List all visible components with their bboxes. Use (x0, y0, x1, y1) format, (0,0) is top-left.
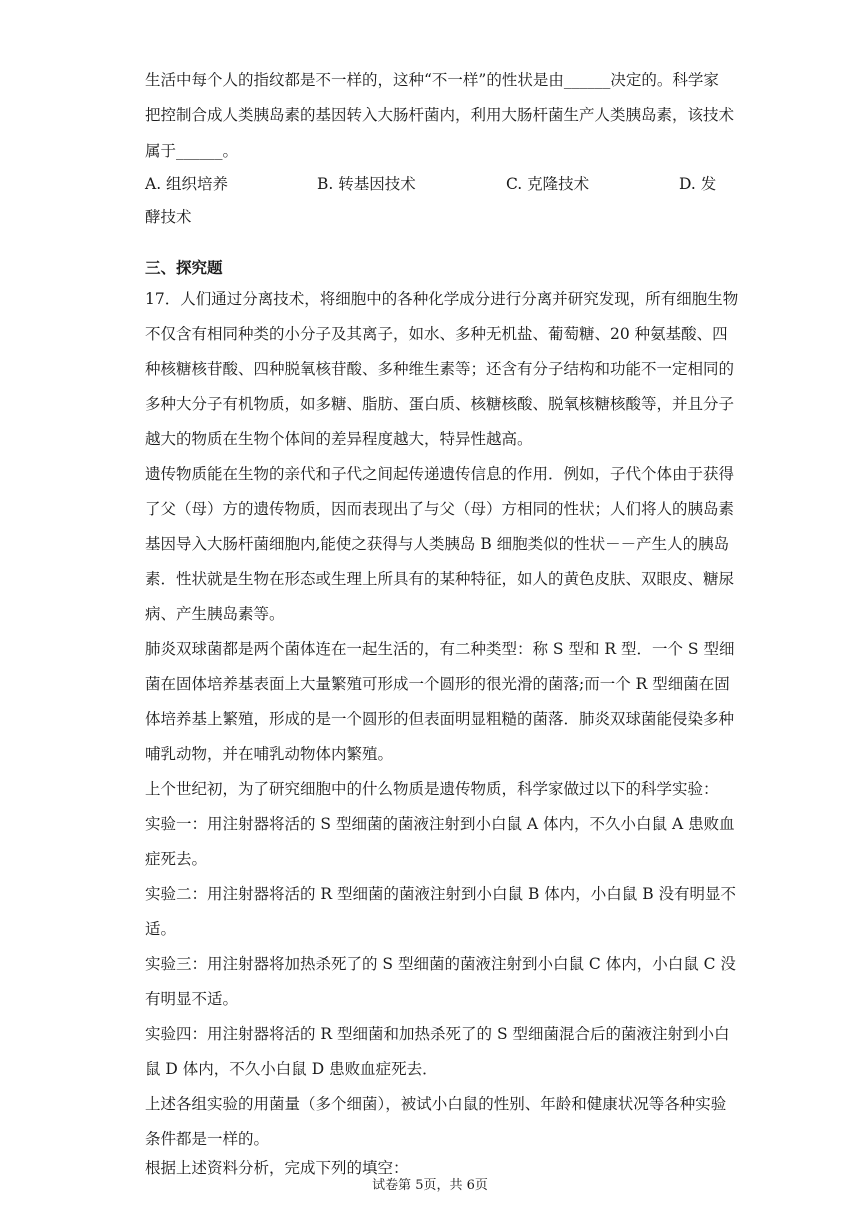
q16-line: 属于______。 (145, 142, 239, 160)
text-line: 上述各组实验的用菌量（多个细菌），被试小白鼠的性别、年龄和健康状况等各种实验 (145, 1095, 727, 1113)
text-line: 实验三：用注射器将加热杀死了的 S 型细菌的菌液注射到小白鼠 C 体内，小白鼠 C 没 (145, 955, 736, 973)
text-line: 基因导入大肠杆菌细胞内,能使之获得与人类胰岛 B 细胞类似的性状－－产生人的胰岛 (145, 535, 730, 553)
text-line: 根据上述资料分析，完成下列的填空： (145, 1159, 409, 1177)
text-line: 素．性状就是生物在形态或生理上所具有的某种特征，如人的黄色皮肤、双眼皮、糖尿 (145, 570, 735, 588)
text-line: 不仅含有相同种类的小分子及其离子，如水、多种无机盐、葡萄糖、20 种氨基酸、四 (145, 325, 728, 343)
text-line: 17．人们通过分离技术，将细胞中的各种化学成分进行分离并研究发现，所有细胞生物 (145, 290, 739, 308)
text-line: 体培养基上繁殖，形成的是一个圆形的但表面明显粗糙的菌落．肺炎双球菌能侵染多种 (145, 710, 735, 728)
text-line: 多种大分子有机物质，如多糖、脂肪、蛋白质、核糖核酸、脱氧核糖核酸等，并且分子 (145, 395, 735, 413)
text-line: 有明显不适。 (145, 990, 239, 1008)
option-c: C. 克隆技术 (506, 175, 590, 193)
option-d: D. 发 (679, 175, 717, 193)
text-line: 条件都是一样的。 (145, 1130, 270, 1148)
text-line: 病、产生胰岛素等。 (145, 605, 285, 623)
page-footer: 试卷第 5页，共 6页 (372, 1178, 488, 1193)
option-b: B. 转基因技术 (317, 175, 416, 193)
q16-line: 把控制合成人类胰岛素的基因转入大肠杆菌内，利用大肠杆菌生产人类胰岛素，该技术 (145, 106, 735, 124)
text-line: 菌在固体培养基表面上大量繁殖可形成一个圆形的很光滑的菌落;而一个 R 型细菌在固 (145, 675, 730, 693)
text-line: 实验四：用注射器将活的 R 型细菌和加热杀死了的 S 型细菌混合后的菌液注射到小白 (145, 1025, 730, 1043)
text-line: 种核糖核苷酸、四种脱氧核苷酸、多种维生素等；还含有分子结构和功能不一定相同的 (145, 360, 735, 378)
text-line: 遗传物质能在生物的亲代和子代之间起传递遗传信息的作用．例如，子代个体由于获得 (145, 465, 735, 483)
section-title: 三、探究题 (145, 258, 223, 277)
text-line: 肺炎双球菌都是两个菌体连在一起生活的，有二种类型：称 S 型和 R 型．一个 S 型细 (145, 640, 735, 658)
text-line: 适。 (145, 920, 177, 938)
text-line: 了父（母）方的遗传物质，因而表现出了与父（母）方相同的性状；人们将人的胰岛素 (145, 500, 735, 518)
text-line: 越大的物质在生物个体间的差异程度越大，特异性越高。 (145, 430, 533, 448)
option-a: A. 组织培养 (145, 175, 229, 193)
text-line: 哺乳动物，并在哺乳动物体内繁殖。 (145, 745, 394, 763)
text-line: 鼠 D 体内，不久小白鼠 D 患败血症死去． (145, 1060, 438, 1078)
text-line: 症死去。 (145, 850, 208, 868)
text-line: 上个世纪初，为了研究细胞中的什么物质是遗传物质，科学家做过以下的科学实验： (145, 780, 719, 798)
option-d-continued: 酵技术 (145, 208, 192, 226)
text-line: 实验二：用注射器将活的 R 型细菌的菌液注射到小白鼠 B 体内，小白鼠 B 没有明显不 (145, 885, 737, 903)
text-line: 实验一：用注射器将活的 S 型细菌的菌液注射到小白鼠 A 体内，不久小白鼠 A 患败血 (145, 815, 735, 833)
q16-line: 生活中每个人的指纹都是不一样的，这种“不一样”的性状是由______决定的。科学家 (145, 71, 719, 89)
